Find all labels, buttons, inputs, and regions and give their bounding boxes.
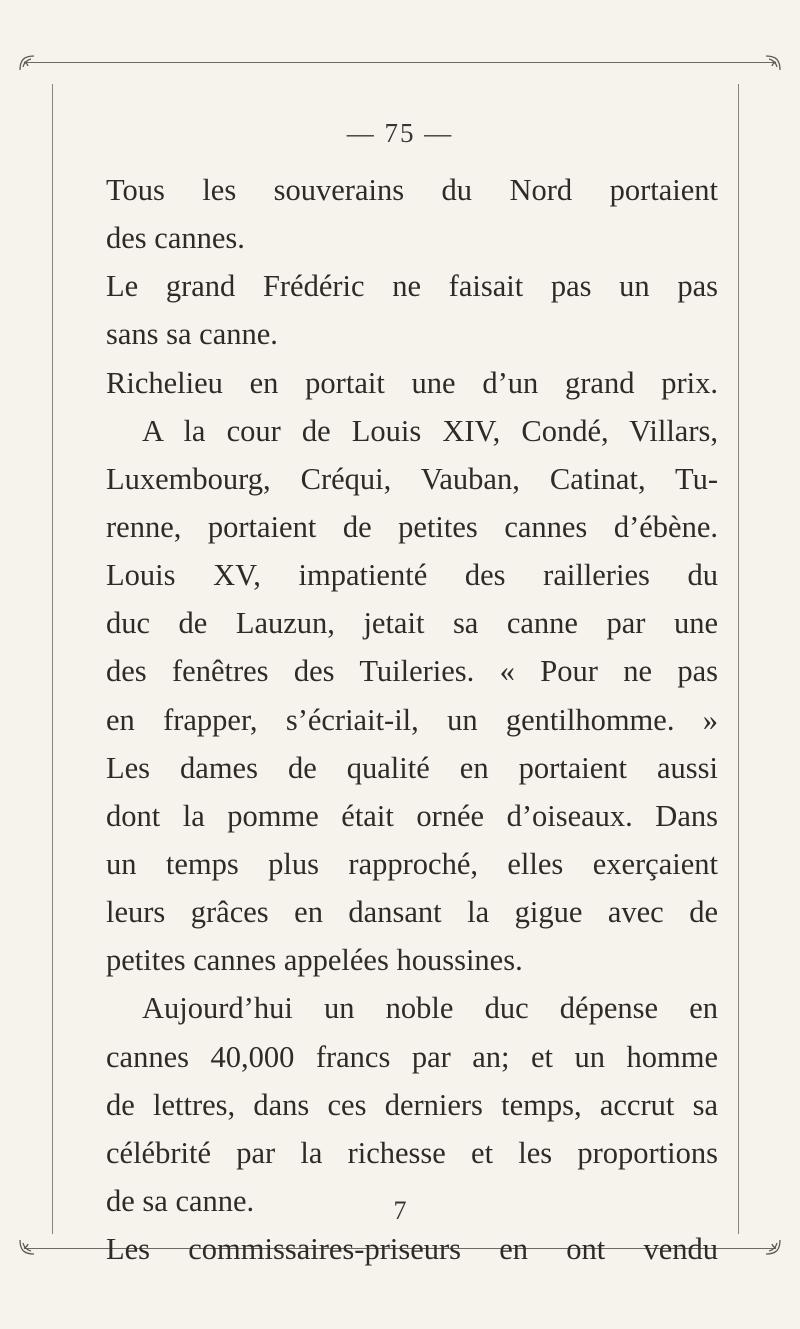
text-line: Aujourd’hui un noble duc dépense en: [142, 991, 718, 1026]
text-line: célébrité par la richesse et les proportions: [106, 1135, 718, 1170]
corner-ornament-icon: [18, 54, 36, 72]
frame-top-rule: [24, 62, 776, 63]
frame-right-rule: [738, 84, 739, 1234]
text-line: Tous les souverains du Nord portaient: [106, 173, 718, 207]
corner-ornament-icon: [764, 1238, 782, 1256]
text-line: Les commissaires-priseurs en ont vendu: [106, 1232, 718, 1267]
text-line: des cannes.: [106, 221, 245, 256]
corner-ornament-icon: [18, 1238, 36, 1256]
body-text: [106, 166, 718, 1273]
text-line: dont la pomme était ornée d’oiseaux. Dans: [106, 798, 718, 833]
text-line: de sa canne.: [106, 1183, 255, 1218]
text-line: sans sa canne.: [106, 317, 278, 352]
text-line: Richelieu en portait une d’un grand prix.: [106, 365, 718, 400]
text-line: renne, portaient de petites cannes d’ébène.: [106, 509, 718, 544]
text-line: A la cour de Louis XIV, Condé, Villars,: [142, 413, 718, 448]
text-line: duc de Lauzun, jetait sa canne par une: [106, 606, 718, 641]
text-line: Louis XV, impatienté des railleries du: [106, 558, 718, 593]
text-line: des fenêtres des Tuileries. « Pour ne pas: [106, 654, 718, 689]
text-line: Luxembourg, Créqui, Vauban, Catinat, Tu-: [106, 461, 718, 496]
page-number: — 75 —: [346, 118, 454, 148]
text-line: en frapper, s’écriait-il, un gentilhomme. »: [106, 702, 718, 737]
text-line: petites cannes appelées houssines.: [106, 943, 523, 978]
text-line: leurs grâces en dansant la gigue avec de: [106, 895, 718, 930]
corner-ornament-icon: [764, 54, 782, 72]
signature-mark: 7: [393, 1196, 407, 1225]
text-line: cannes 40,000 francs par an; et un homme: [106, 1039, 718, 1074]
text-line: de lettres, dans ces derniers temps, accrut sa: [106, 1087, 718, 1122]
text-line: un temps plus rapproché, elles exerçaient: [106, 846, 718, 881]
text-line: Le grand Frédéric ne faisait pas un pas: [106, 269, 718, 304]
text-line: Les dames de qualité en portaient aussi: [106, 750, 718, 785]
frame-left-rule: [52, 84, 53, 1234]
